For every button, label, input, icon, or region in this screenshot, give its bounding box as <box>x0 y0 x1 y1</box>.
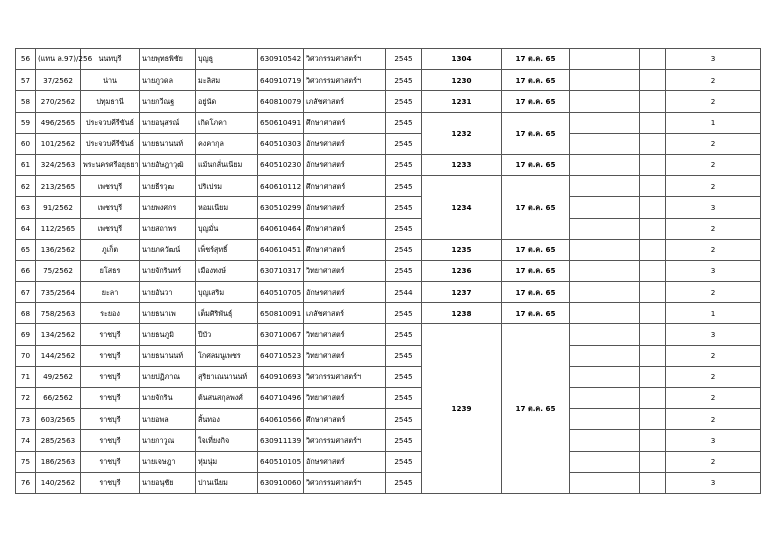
student-id-cell: 640610464 <box>258 218 304 239</box>
blank-cell-a <box>570 303 640 324</box>
count-cell: 2 <box>666 388 761 409</box>
table-row <box>16 218 761 239</box>
blank-cell-b <box>640 91 666 112</box>
year-cell: 2545 <box>386 154 422 175</box>
row-number-cell: 66 <box>16 260 36 281</box>
blank-cell-a <box>570 366 640 387</box>
blank-cell-a <box>570 345 640 366</box>
row-number-cell: 69 <box>16 324 36 345</box>
date-cell: 17 ต.ค. 65 <box>502 303 570 324</box>
reference-number-cell: 496/2565 <box>36 112 81 133</box>
faculty-cell: อักษรศาสตร์ <box>304 451 386 472</box>
count-cell: 2 <box>666 282 761 303</box>
year-cell: 2545 <box>386 345 422 366</box>
reference-number-cell: 735/2564 <box>36 282 81 303</box>
student-id-cell: 650610491 <box>258 112 304 133</box>
first-name-cell: นายธนภูมิ <box>140 324 196 345</box>
book-number-cell: 1239 <box>422 324 502 494</box>
book-number-cell: 1235 <box>422 239 502 260</box>
first-name-cell: นายธนานนท์ <box>140 345 196 366</box>
blank-cell-a <box>570 218 640 239</box>
reference-number-cell: 324/2563 <box>36 154 81 175</box>
blank-cell-b <box>640 366 666 387</box>
last-name-cell: อยู่นัด <box>196 91 258 112</box>
blank-cell-b <box>640 197 666 218</box>
faculty-cell: วิศวกรรมศาสตร์ฯ <box>304 366 386 387</box>
last-name-cell: บุญมั่น <box>196 218 258 239</box>
faculty-cell: อักษรศาสตร์ <box>304 197 386 218</box>
count-cell: 3 <box>666 472 761 493</box>
reference-number-cell: 144/2562 <box>36 345 81 366</box>
date-cell: 17 ต.ค. 65 <box>502 239 570 260</box>
row-number-cell: 56 <box>16 49 36 70</box>
count-cell: 2 <box>666 154 761 175</box>
last-name-cell: บุญธู <box>196 49 258 70</box>
student-id-cell: 640510230 <box>258 154 304 175</box>
row-number-cell: 76 <box>16 472 36 493</box>
year-cell: 2545 <box>386 472 422 493</box>
student-id-cell: 630911139 <box>258 430 304 451</box>
reference-number-cell: 140/2562 <box>36 472 81 493</box>
faculty-cell: วิศวกรรมศาสตร์ฯ <box>304 430 386 451</box>
province-cell: ประจวบคีรีขันธ์ <box>81 133 140 154</box>
row-number-cell: 72 <box>16 388 36 409</box>
student-id-cell: 640610112 <box>258 176 304 197</box>
first-name-cell: นายอันวา <box>140 282 196 303</box>
faculty-cell: ศึกษาศาสตร์ <box>304 112 386 133</box>
student-id-cell: 640610566 <box>258 409 304 430</box>
table-row <box>16 430 761 451</box>
first-name-cell: นายอนุชัย <box>140 472 196 493</box>
date-cell: 17 ต.ค. 65 <box>502 91 570 112</box>
reference-number-cell: 603/2565 <box>36 409 81 430</box>
blank-cell-a <box>570 388 640 409</box>
count-cell: 2 <box>666 91 761 112</box>
row-number-cell: 75 <box>16 451 36 472</box>
last-name-cell: เมืองทงษ์ <box>196 260 258 281</box>
row-number-cell: 65 <box>16 239 36 260</box>
last-name-cell: ปีบัว <box>196 324 258 345</box>
province-cell: เพชรบุรี <box>81 197 140 218</box>
faculty-cell: วิศวกรรมศาสตร์ฯ <box>304 70 386 91</box>
last-name-cell: หุ่มนุ่ม <box>196 451 258 472</box>
blank-cell-a <box>570 112 640 133</box>
book-number-cell: 1304 <box>422 49 502 70</box>
row-number-cell: 57 <box>16 70 36 91</box>
row-number-cell: 62 <box>16 176 36 197</box>
first-name-cell: นายกวีณฐ <box>140 91 196 112</box>
year-cell: 2544 <box>386 282 422 303</box>
count-cell: 3 <box>666 49 761 70</box>
blank-cell-a <box>570 154 640 175</box>
blank-cell-b <box>640 324 666 345</box>
table-row <box>16 49 761 70</box>
last-name-cell: มะลิสม <box>196 70 258 91</box>
year-cell: 2545 <box>386 451 422 472</box>
province-cell: นนทบุรี <box>81 49 140 70</box>
province-cell: ราชบุรี <box>81 430 140 451</box>
first-name-cell: นายอพล <box>140 409 196 430</box>
row-number-cell: 70 <box>16 345 36 366</box>
faculty-cell: วิทยาศาสตร์ <box>304 388 386 409</box>
student-id-cell: 640510105 <box>258 451 304 472</box>
province-cell: ราชบุรี <box>81 388 140 409</box>
table-row <box>16 451 761 472</box>
count-cell: 3 <box>666 197 761 218</box>
year-cell: 2545 <box>386 303 422 324</box>
table-row <box>16 388 761 409</box>
first-name-cell: นายอนุสรณ์ <box>140 112 196 133</box>
blank-cell-a <box>570 197 640 218</box>
reference-number-cell: (แทน ล.97)/256 <box>36 49 81 70</box>
student-id-cell: 640610451 <box>258 239 304 260</box>
count-cell: 2 <box>666 176 761 197</box>
student-id-cell: 640910693 <box>258 366 304 387</box>
count-cell: 2 <box>666 345 761 366</box>
faculty-cell: ศึกษาศาสตร์ <box>304 176 386 197</box>
blank-cell-b <box>640 345 666 366</box>
faculty-cell: เภสัชศาสตร์ <box>304 303 386 324</box>
reference-number-cell: 75/2562 <box>36 260 81 281</box>
reference-number-cell: 37/2562 <box>36 70 81 91</box>
faculty-cell: วิทยาศาสตร์ <box>304 345 386 366</box>
student-id-cell: 640710496 <box>258 388 304 409</box>
row-number-cell: 68 <box>16 303 36 324</box>
first-name-cell: นายเจษฎา <box>140 451 196 472</box>
blank-cell-a <box>570 49 640 70</box>
date-cell: 17 ต.ค. 65 <box>502 70 570 91</box>
blank-cell-b <box>640 239 666 260</box>
blank-cell-a <box>570 451 640 472</box>
last-name-cell: เพ็ชร์สุทธิ์ <box>196 239 258 260</box>
table-row <box>16 239 761 260</box>
reference-number-cell: 758/2563 <box>36 303 81 324</box>
count-cell: 3 <box>666 260 761 281</box>
blank-cell-a <box>570 176 640 197</box>
province-cell: ยะลา <box>81 282 140 303</box>
reference-number-cell: 213/2565 <box>36 176 81 197</box>
blank-cell-b <box>640 472 666 493</box>
faculty-cell: อักษรศาสตร์ <box>304 133 386 154</box>
last-name-cell: หอมเนียม <box>196 197 258 218</box>
blank-cell-a <box>570 282 640 303</box>
count-cell: 2 <box>666 451 761 472</box>
blank-cell-b <box>640 218 666 239</box>
first-name-cell: นายจักริน <box>140 388 196 409</box>
count-cell: 3 <box>666 324 761 345</box>
table-row <box>16 324 761 345</box>
year-cell: 2545 <box>386 49 422 70</box>
first-name-cell: นายภควัฒน์ <box>140 239 196 260</box>
first-name-cell: นายธนานนท์ <box>140 133 196 154</box>
faculty-cell: อักษรศาสตร์ <box>304 154 386 175</box>
first-name-cell: นายสถาพร <box>140 218 196 239</box>
blank-cell-b <box>640 282 666 303</box>
book-number-cell: 1234 <box>422 176 502 240</box>
book-number-cell: 1238 <box>422 303 502 324</box>
province-cell: เพชรบุรี <box>81 176 140 197</box>
reference-number-cell: 101/2562 <box>36 133 81 154</box>
year-cell: 2545 <box>386 409 422 430</box>
province-cell: ราชบุรี <box>81 451 140 472</box>
blank-cell-a <box>570 91 640 112</box>
last-name-cell: ใจเที่ยงกิจ <box>196 430 258 451</box>
table-row <box>16 112 761 133</box>
first-name-cell: นายอัษฎาวุฒิ <box>140 154 196 175</box>
count-cell: 2 <box>666 239 761 260</box>
year-cell: 2545 <box>386 91 422 112</box>
province-cell: พระนครศรีอยุธยา <box>81 154 140 175</box>
blank-cell-b <box>640 388 666 409</box>
student-id-cell: 630910542 <box>258 49 304 70</box>
book-number-cell: 1237 <box>422 282 502 303</box>
faculty-cell: ศึกษาศาสตร์ <box>304 239 386 260</box>
date-cell: 17 ต.ค. 65 <box>502 49 570 70</box>
first-name-cell: นายปฏิภาณ <box>140 366 196 387</box>
blank-cell-a <box>570 260 640 281</box>
province-cell: เพชรบุรี <box>81 218 140 239</box>
last-name-cell: คงคากุล <box>196 133 258 154</box>
last-name-cell: แม้นกลั่นเนียม <box>196 154 258 175</box>
province-cell: ระยอง <box>81 303 140 324</box>
row-number-cell: 58 <box>16 91 36 112</box>
reference-number-cell: 270/2562 <box>36 91 81 112</box>
blank-cell-b <box>640 49 666 70</box>
count-cell: 3 <box>666 430 761 451</box>
first-name-cell: นายจักรินทร์ <box>140 260 196 281</box>
row-number-cell: 67 <box>16 282 36 303</box>
blank-cell-b <box>640 409 666 430</box>
blank-cell-b <box>640 154 666 175</box>
student-id-cell: 630510299 <box>258 197 304 218</box>
last-name-cell: บุญเสริม <box>196 282 258 303</box>
year-cell: 2545 <box>386 133 422 154</box>
blank-cell-a <box>570 409 640 430</box>
table-row <box>16 154 761 175</box>
date-cell: 17 ต.ค. 65 <box>502 282 570 303</box>
date-cell: 17 ต.ค. 65 <box>502 324 570 494</box>
blank-cell-a <box>570 472 640 493</box>
student-id-cell: 640910719 <box>258 70 304 91</box>
reference-number-cell: 112/2565 <box>36 218 81 239</box>
blank-cell-b <box>640 430 666 451</box>
last-name-cell: สุริยาเณนานนท์ <box>196 366 258 387</box>
last-name-cell: โกศลมนูเพชร <box>196 345 258 366</box>
table-row <box>16 472 761 493</box>
table-row <box>16 409 761 430</box>
year-cell: 2545 <box>386 324 422 345</box>
student-id-cell: 630910060 <box>258 472 304 493</box>
year-cell: 2545 <box>386 239 422 260</box>
count-cell: 2 <box>666 70 761 91</box>
row-number-cell: 74 <box>16 430 36 451</box>
year-cell: 2545 <box>386 260 422 281</box>
year-cell: 2545 <box>386 197 422 218</box>
province-cell: ราชบุรี <box>81 345 140 366</box>
student-id-cell: 640810079 <box>258 91 304 112</box>
blank-cell-b <box>640 451 666 472</box>
first-name-cell: นายพุทธพิชัย <box>140 49 196 70</box>
count-cell: 1 <box>666 303 761 324</box>
table-row <box>16 345 761 366</box>
blank-cell-b <box>640 260 666 281</box>
book-number-cell: 1232 <box>422 112 502 154</box>
row-number-cell: 60 <box>16 133 36 154</box>
year-cell: 2545 <box>386 70 422 91</box>
student-id-cell: 630710317 <box>258 260 304 281</box>
blank-cell-a <box>570 70 640 91</box>
student-id-cell: 650810091 <box>258 303 304 324</box>
row-number-cell: 71 <box>16 366 36 387</box>
table-row <box>16 366 761 387</box>
first-name-cell: นายกาวูณ <box>140 430 196 451</box>
table-row <box>16 70 761 91</box>
last-name-cell: เกิดโภคา <box>196 112 258 133</box>
table-row <box>16 260 761 281</box>
year-cell: 2545 <box>386 176 422 197</box>
count-cell: 2 <box>666 366 761 387</box>
blank-cell-a <box>570 239 640 260</box>
reference-number-cell: 186/2563 <box>36 451 81 472</box>
year-cell: 2545 <box>386 430 422 451</box>
date-cell: 17 ต.ค. 65 <box>502 176 570 240</box>
last-name-cell: ปานเนียม <box>196 472 258 493</box>
table-row <box>16 197 761 218</box>
province-cell: ภูเก็ต <box>81 239 140 260</box>
faculty-cell: อักษรศาสตร์ <box>304 282 386 303</box>
reference-number-cell: 91/2562 <box>36 197 81 218</box>
student-id-cell: 630710067 <box>258 324 304 345</box>
province-cell: ราชบุรี <box>81 324 140 345</box>
faculty-cell: เภสัชศาสตร์ <box>304 91 386 112</box>
blank-cell-b <box>640 133 666 154</box>
student-id-cell: 640710523 <box>258 345 304 366</box>
faculty-cell: วิทยาศาสตร์ <box>304 260 386 281</box>
province-cell: ราชบุรี <box>81 472 140 493</box>
faculty-cell: ศึกษาศาสตร์ <box>304 218 386 239</box>
book-number-cell: 1231 <box>422 91 502 112</box>
first-name-cell: นายภูวดล <box>140 70 196 91</box>
province-cell: ราชบุรี <box>81 366 140 387</box>
province-cell: ปทุมธานี <box>81 91 140 112</box>
student-id-cell: 640510705 <box>258 282 304 303</box>
last-name-cell: ต้นสนสกุลพงศ์ <box>196 388 258 409</box>
faculty-cell: วิทยาศาสตร์ <box>304 324 386 345</box>
province-cell: ราชบุรี <box>81 409 140 430</box>
reference-number-cell: 285/2563 <box>36 430 81 451</box>
province-cell: น่าน <box>81 70 140 91</box>
blank-cell-a <box>570 430 640 451</box>
year-cell: 2545 <box>386 388 422 409</box>
date-cell: 17 ต.ค. 65 <box>502 154 570 175</box>
book-number-cell: 1233 <box>422 154 502 175</box>
faculty-cell: วิศวกรรมศาสตร์ฯ <box>304 472 386 493</box>
table-row <box>16 282 761 303</box>
reference-number-cell: 49/2562 <box>36 366 81 387</box>
first-name-cell: นายพงศกร <box>140 197 196 218</box>
reference-number-cell: 134/2562 <box>36 324 81 345</box>
blank-cell-b <box>640 303 666 324</box>
year-cell: 2545 <box>386 112 422 133</box>
row-number-cell: 63 <box>16 197 36 218</box>
blank-cell-b <box>640 70 666 91</box>
records-table <box>15 48 761 494</box>
faculty-cell: ศึกษาศาสตร์ <box>304 409 386 430</box>
blank-cell-b <box>640 176 666 197</box>
year-cell: 2545 <box>386 218 422 239</box>
student-id-cell: 640510303 <box>258 133 304 154</box>
count-cell: 1 <box>666 112 761 133</box>
last-name-cell: เต็มศิริพันธุ์ <box>196 303 258 324</box>
book-number-cell: 1230 <box>422 70 502 91</box>
row-number-cell: 64 <box>16 218 36 239</box>
count-cell: 2 <box>666 218 761 239</box>
date-cell: 17 ต.ค. 65 <box>502 112 570 154</box>
first-name-cell: นายธีรวุฒ <box>140 176 196 197</box>
blank-cell-a <box>570 133 640 154</box>
province-cell: ประจวบคีรีขันธ์ <box>81 112 140 133</box>
year-cell: 2545 <box>386 366 422 387</box>
book-number-cell: 1236 <box>422 260 502 281</box>
last-name-cell: ปริเปรม <box>196 176 258 197</box>
table-row <box>16 303 761 324</box>
table-row <box>16 91 761 112</box>
count-cell: 2 <box>666 409 761 430</box>
count-cell: 2 <box>666 133 761 154</box>
reference-number-cell: 66/2562 <box>36 388 81 409</box>
row-number-cell: 59 <box>16 112 36 133</box>
first-name-cell: นายธนาเพ <box>140 303 196 324</box>
faculty-cell: วิศวกรรมศาสตร์ฯ <box>304 49 386 70</box>
province-cell: ยโสธร <box>81 260 140 281</box>
blank-cell-a <box>570 324 640 345</box>
table-row <box>16 176 761 197</box>
table-row <box>16 133 761 154</box>
row-number-cell: 73 <box>16 409 36 430</box>
date-cell: 17 ต.ค. 65 <box>502 260 570 281</box>
last-name-cell: สิ้นทอง <box>196 409 258 430</box>
reference-number-cell: 136/2562 <box>36 239 81 260</box>
row-number-cell: 61 <box>16 154 36 175</box>
blank-cell-b <box>640 112 666 133</box>
